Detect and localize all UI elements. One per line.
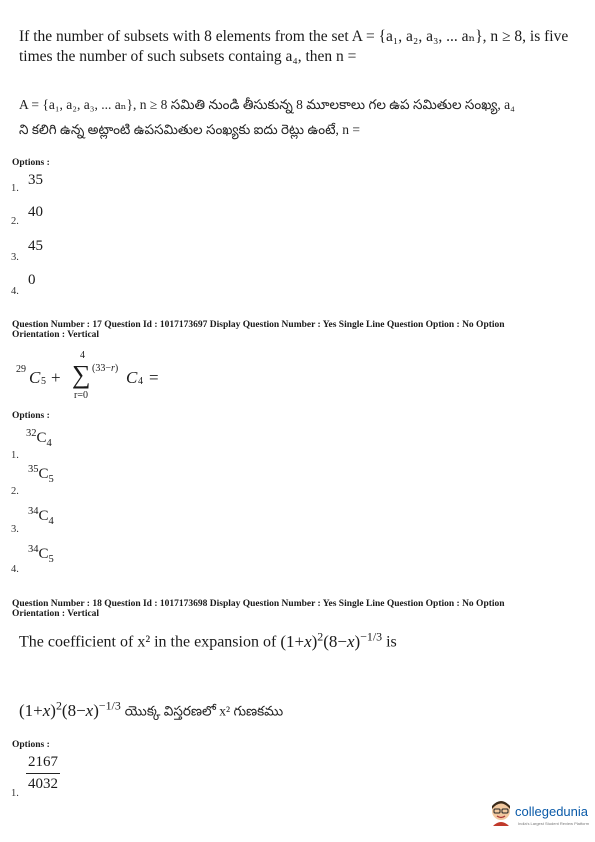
- q18-option-1-number: 1.: [11, 788, 19, 799]
- q18-telugu-suffix: యొక్క విస్తరణలో x² గుణకము: [124, 703, 284, 719]
- q16-telugu-line-2: ని కలిగి ఉన్న అట్లాంటి ఉపసమితుల సంఖ్యకు ఐదు రెట్లు ఉంటే, n =: [19, 122, 361, 137]
- q16-option-3-value[interactable]: 45: [28, 238, 43, 254]
- q18-options-label: Options :: [12, 740, 50, 750]
- q18-option-1-denominator: 4032: [28, 776, 58, 792]
- q17-option-1-number: 1.: [11, 450, 19, 461]
- q18-expression-telugu: $(1+x)^2(8-x)^{-1/3}$: [19, 698, 121, 720]
- q18-expression: $(1+x)^2(8-x)^{-1/3}$: [280, 629, 383, 651]
- q16-option-1-value[interactable]: 35: [28, 172, 43, 188]
- q18-english-question: [19, 622, 397, 657]
- q17-option-2-number: 2.: [11, 486, 19, 497]
- q17-meta-line-1: Question Number : 17 Question Id : 1017173697 Display Question Number : Yes Single Line Question Option : No Option: [12, 320, 505, 330]
- q17-option-4-number: 4.: [11, 564, 19, 575]
- q18-telugu-question: [19, 692, 283, 725]
- q17-option-3-value[interactable]: $^{34}C_4$: [28, 506, 54, 527]
- student-avatar-icon: [490, 800, 512, 826]
- q16-english-line-2: times the number of such subsets containg a₄, then n =: [19, 48, 357, 65]
- q16-option-4-number: 4.: [11, 286, 19, 297]
- q18-english-suffix: is: [386, 633, 397, 651]
- collegedunia-logo: [490, 798, 590, 834]
- q17-option-3-number: 3.: [11, 524, 19, 535]
- q17-option-2-value[interactable]: $^{35}C_5$: [28, 464, 54, 485]
- q16-option-3-number: 3.: [11, 252, 19, 263]
- q16-option-1-number: 1.: [11, 183, 19, 194]
- logo-tagline: India's Largest Student Review Platform: [518, 821, 590, 826]
- sum-lower-limit: r=0: [74, 390, 88, 401]
- sum-upper-limit: 4: [80, 350, 85, 361]
- q16-option-2-value[interactable]: 40: [28, 204, 43, 220]
- q16-option-4-value[interactable]: 0: [28, 272, 36, 288]
- q17-option-4-value[interactable]: $^{34}C_5$: [28, 544, 54, 565]
- q18-option-1-value[interactable]: [26, 754, 60, 793]
- q18-english-prefix: The coefficient of x² in the expansion of: [19, 633, 277, 651]
- q16-options-label: Options :: [12, 158, 50, 168]
- q17-option-1-value[interactable]: $^{32}C_4$: [26, 428, 52, 449]
- q17-question-formula: 29 C 5 + 4 ∑ r=0 (33−r) C 4 =: [16, 350, 159, 401]
- q16-option-2-number: 2.: [11, 216, 19, 227]
- q17-meta-line-2: Orientation : Vertical: [12, 330, 100, 340]
- q18-meta-line-1: Question Number : 18 Question Id : 1017173698 Display Question Number : Yes Single Line Question Option : No Option: [12, 599, 505, 609]
- logo-wordmark: collegedunia: [515, 804, 589, 819]
- q16-telugu-line-1: A = {a₁, a₂, a₃, ... aₙ}, n ≥ 8 సమితి నుండి తీసుకున్న 8 మూలకాలు గల ఉప సమితుల సంఖ్య, a₄: [19, 97, 515, 112]
- q17-options-label: Options :: [12, 411, 50, 421]
- q18-option-1-numerator: 2167: [26, 754, 60, 774]
- q16-english-line-1: If the number of subsets with 8 elements from the set A = {a₁, a₂, a₃, ... aₙ}, n ≥ 8, is five: [19, 28, 569, 45]
- q18-meta-line-2: Orientation : Vertical: [12, 609, 100, 619]
- summation-icon: ∑: [72, 360, 91, 389]
